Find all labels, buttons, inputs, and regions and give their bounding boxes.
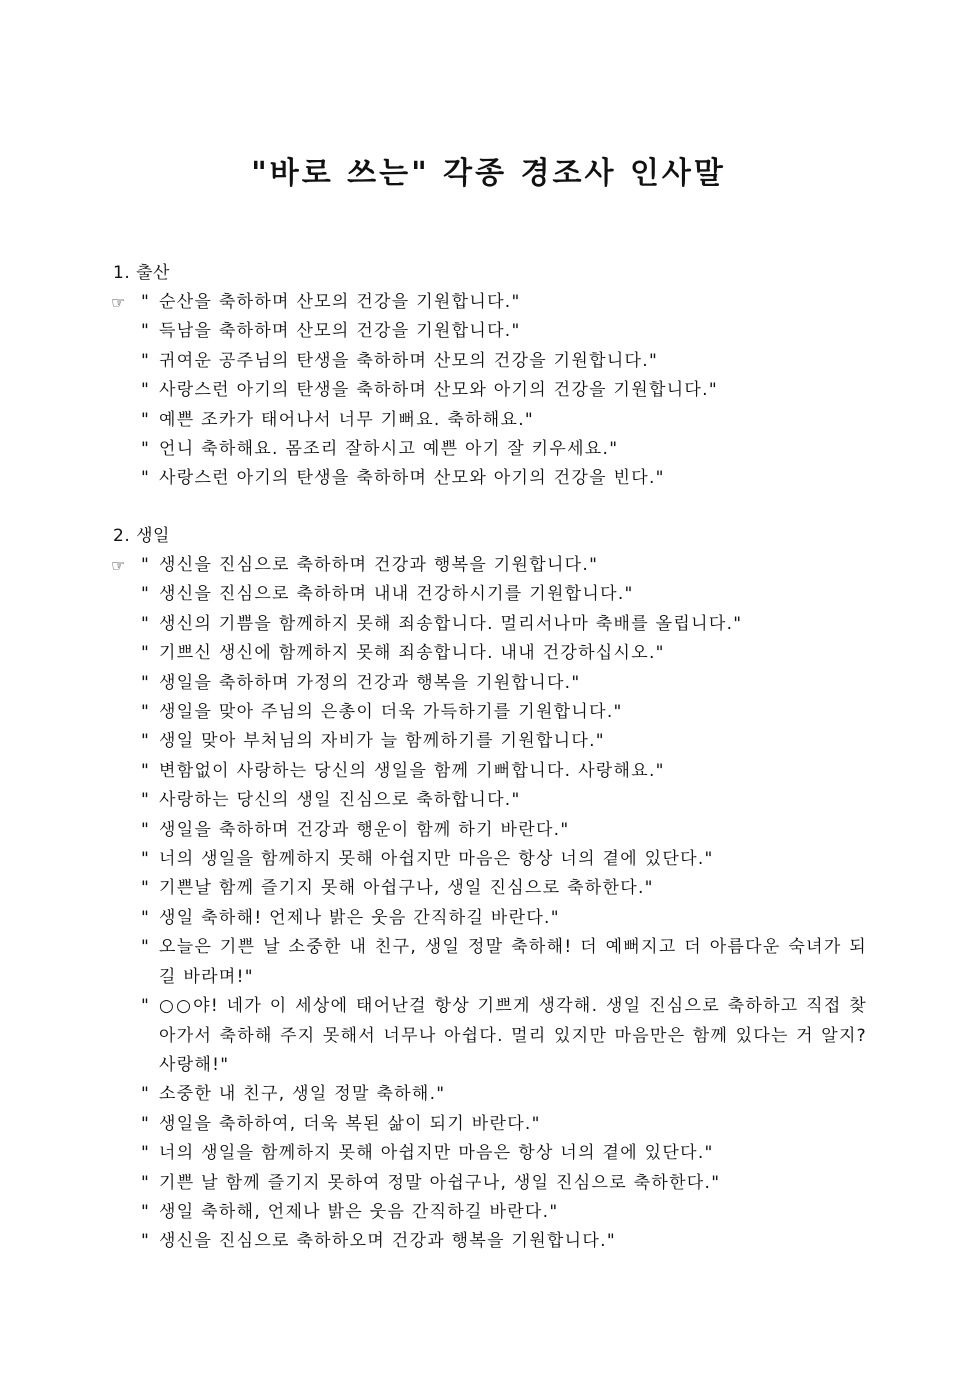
- open-quote: ": [141, 996, 151, 1017]
- section-heading: 2. 생일: [113, 526, 170, 546]
- greeting-line: [113, 610, 873, 639]
- greeting-text: 사랑스런 아기의 탄생을 축하하며 산모와 아기의 건강을 기원합니다.": [159, 380, 718, 401]
- greeting-line: [113, 551, 873, 580]
- greeting-text: 생신을 진심으로 축하하오며 건강과 행복을 기원합니다.": [159, 1231, 616, 1252]
- greeting-line: [113, 874, 873, 903]
- open-quote: ": [141, 613, 151, 634]
- pointing-hand-icon: ☞: [111, 556, 127, 575]
- greeting-line: [113, 669, 873, 698]
- open-quote: ": [141, 380, 151, 401]
- document-title: "바로 쓰는" 각종 경조사 인사말: [251, 156, 726, 191]
- section-heading: 1. 출산: [113, 263, 170, 283]
- open-quote: ": [141, 555, 151, 575]
- greeting-text: ○○야! 네가 이 세상에 태어난걸 항상 기쁘게 생각해. 생일 진심으로 축하하고 직접 찾아가서 축하해 주지 못해서 너무나 아쉽다. 멀리 있지만 마음만은 함께 있다는 거 알지? 사랑해!": [159, 996, 867, 1075]
- open-quote: ": [141, 1231, 151, 1252]
- open-quote: ": [141, 760, 151, 781]
- greeting-line: [113, 1169, 873, 1198]
- open-quote: ": [141, 292, 151, 312]
- open-quote: ": [141, 907, 151, 928]
- greeting-line: [113, 406, 873, 435]
- open-quote: ": [141, 702, 151, 723]
- greeting-line: [113, 464, 873, 493]
- open-quote: ": [141, 643, 151, 664]
- greeting-list: [113, 551, 873, 1257]
- greeting-text: 사랑스런 아기의 탄생을 축하하며 산모와 아기의 건강을 빈다.": [159, 468, 665, 489]
- greeting-text: 기쁜 날 함께 즐기지 못하여 정말 아쉽구나, 생일 진심으로 축하한다.": [159, 1172, 721, 1193]
- greeting-line: [113, 698, 873, 727]
- greeting-text: 생신을 진심으로 축하하며 내내 건강하시기를 기원합니다.": [159, 584, 634, 605]
- greeting-line: [113, 845, 873, 874]
- greeting-line: [113, 727, 873, 756]
- open-quote: ": [141, 1084, 151, 1105]
- open-quote: ": [141, 672, 151, 693]
- open-quote: ": [141, 1201, 151, 1222]
- greeting-text: 너의 생일을 함께하지 못해 아쉽지만 마음은 항상 너의 곁에 있단다.": [159, 1143, 714, 1164]
- greeting-line: [113, 376, 873, 405]
- greeting-text: 생일을 축하하여, 더욱 복된 삶이 되기 바란다.": [159, 1113, 541, 1134]
- greeting-text: 생일을 맞아 주님의 은총이 더욱 가득하기를 기원합니다.": [159, 702, 623, 723]
- open-quote: ": [141, 878, 151, 899]
- greeting-line: [113, 1198, 873, 1227]
- greeting-line: [113, 933, 873, 992]
- pointing-hand-icon: ☞: [111, 293, 127, 312]
- greeting-line: [113, 1227, 873, 1256]
- greeting-line: [113, 347, 873, 376]
- greeting-text: 기쁘신 생신에 함께하지 못해 죄송합니다. 내내 건강하십시오.": [159, 643, 665, 664]
- open-quote: ": [141, 584, 151, 605]
- open-quote: ": [141, 468, 151, 489]
- greeting-text: 생신의 기쁨을 함께하지 못해 죄송합니다. 멀리서나마 축배를 올립니다.": [159, 613, 743, 634]
- greeting-text: 득남을 축하하며 산모의 건강을 기원합니다.": [159, 321, 521, 342]
- open-quote: ": [141, 439, 151, 460]
- greeting-list: [113, 288, 873, 494]
- greeting-line: [113, 816, 873, 845]
- open-quote: ": [141, 350, 151, 371]
- greeting-line: [113, 317, 873, 346]
- greeting-text: 생일 맞아 부처님의 자비가 늘 함께하기를 기원합니다.": [159, 731, 605, 752]
- greeting-text: 생일을 축하하며 가정의 건강과 행복을 기원합니다.": [159, 672, 581, 693]
- greeting-line: [113, 580, 873, 609]
- open-quote: ": [141, 409, 151, 430]
- open-quote: ": [141, 849, 151, 870]
- greeting-text: 생일 축하해! 언제나 밝은 웃음 간직하길 바란다.": [159, 907, 560, 928]
- greeting-text: 귀여운 공주님의 탄생을 축하하며 산모의 건강을 기원합니다.": [159, 350, 659, 371]
- greeting-text: 소중한 내 친구, 생일 정말 축하해.": [159, 1084, 446, 1105]
- open-quote: ": [141, 937, 151, 958]
- section-birthday: [113, 521, 873, 1257]
- greeting-line: [113, 1080, 873, 1109]
- open-quote: ": [141, 1143, 151, 1164]
- greeting-text: 생일 축하해, 언제나 밝은 웃음 간직하길 바란다.": [159, 1201, 559, 1222]
- open-quote: ": [141, 731, 151, 752]
- greeting-line: [113, 288, 873, 317]
- greeting-text: 언니 축하해요. 몸조리 잘하시고 예쁜 아기 잘 키우세요.": [159, 439, 619, 460]
- greeting-text: 오늘은 기쁜 날 소중한 내 친구, 생일 정말 축하해! 더 예뻐지고 더 아름다운 숙녀가 되길 바라며!": [159, 937, 867, 987]
- greeting-line: [113, 992, 873, 1080]
- greeting-text: 변함없이 사랑하는 당신의 생일을 함께 기뻐합니다. 사랑해요.": [159, 760, 665, 781]
- open-quote: ": [141, 321, 151, 342]
- greeting-text: 사랑하는 당신의 생일 진심으로 축하합니다.": [159, 790, 521, 811]
- greeting-line: [113, 1110, 873, 1139]
- greeting-text: 너의 생일을 함께하지 못해 아쉽지만 마음은 항상 너의 곁에 있단다.": [159, 849, 714, 870]
- open-quote: ": [141, 1113, 151, 1134]
- greeting-text: 생신을 진심으로 축하하며 건강과 행복을 기원합니다.": [159, 555, 599, 575]
- greeting-text: 기쁜날 함께 즐기지 못해 아쉽구나, 생일 진심으로 축하한다.": [159, 878, 654, 899]
- greeting-line: [113, 904, 873, 933]
- greeting-line: [113, 435, 873, 464]
- open-quote: ": [141, 790, 151, 811]
- greeting-text: 순산을 축하하며 산모의 건강을 기원합니다.": [159, 292, 521, 312]
- section-birth: [113, 258, 873, 494]
- open-quote: ": [141, 1172, 151, 1193]
- greeting-line: [113, 1139, 873, 1168]
- greeting-text: 생일을 축하하며 건강과 행운이 함께 하기 바란다.": [159, 819, 570, 840]
- greeting-line: [113, 757, 873, 786]
- open-quote: ": [141, 819, 151, 840]
- greeting-text: 예쁜 조카가 태어나서 너무 기뻐요. 축하해요.": [159, 409, 535, 430]
- greeting-line: [113, 639, 873, 668]
- greeting-line: [113, 786, 873, 815]
